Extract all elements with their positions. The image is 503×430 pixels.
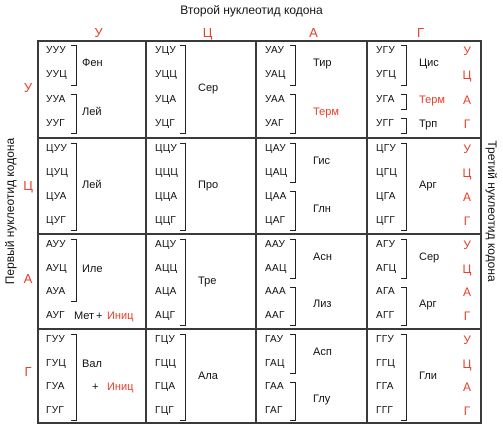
codon-text: АЦГ xyxy=(155,310,176,322)
row-header-c: Ц xyxy=(23,178,33,193)
third-nucleotide-marker: Г xyxy=(463,404,471,419)
codon-text: УУА xyxy=(46,93,66,105)
codon-group-bracket xyxy=(71,239,77,302)
codon-text: ЦУГ xyxy=(46,215,67,226)
codon-text: АГГ xyxy=(376,310,395,322)
codon-text: ЦГГ xyxy=(376,215,396,226)
amino-acid-label: Арг xyxy=(419,298,437,311)
codon-text: АЦЦ xyxy=(155,262,178,274)
codon-text: АУГ xyxy=(46,310,65,322)
codon-table-border xyxy=(37,40,482,424)
codon-text: ГГГ xyxy=(376,405,394,417)
amino-acid-label: Про xyxy=(198,179,219,191)
amino-acid-label: Асп xyxy=(313,345,332,358)
third-nucleotide-marker: Ц xyxy=(462,166,472,180)
codon-text: УЦГ xyxy=(155,117,176,129)
codon-text: ГЦА xyxy=(155,381,176,393)
amino-acid-label: Тир xyxy=(313,57,332,70)
amino-acid-label: Ала xyxy=(198,369,218,382)
codon-group-bracket xyxy=(71,45,77,86)
third-nucleotide-marker: Ц xyxy=(462,356,472,371)
codon-text: АУУ xyxy=(46,238,66,250)
codon-text: ГУГ xyxy=(46,405,65,417)
codon-text: УАА xyxy=(265,93,285,105)
third-nucleotide-marker: Г xyxy=(463,214,471,228)
amino-acid-label: Тре xyxy=(198,274,217,287)
column-header-u: У xyxy=(94,25,103,40)
amino-acid-label: Лей xyxy=(82,179,102,191)
column-divider xyxy=(145,40,147,424)
codon-group-bracket xyxy=(401,239,407,279)
codon-text: УЦА xyxy=(155,93,177,105)
codon-group-bracket xyxy=(401,287,407,327)
codon-group-bracket xyxy=(180,45,186,134)
codon-text: АУЦ xyxy=(46,262,67,274)
codon-text: ААУ xyxy=(265,238,286,250)
codon-text: ГАА xyxy=(265,381,284,393)
codon-text: ГЦУ xyxy=(155,333,176,345)
codon-text: УАУ xyxy=(265,45,285,57)
codon-text: УУУ xyxy=(46,45,66,57)
column-header-c: Ц xyxy=(202,25,213,40)
codon-group-bracket xyxy=(401,334,407,421)
third-nucleotide-marker: У xyxy=(463,237,471,252)
codon-text: ГУЦ xyxy=(46,357,67,369)
third-nucleotide-label: Третий нуклеотид кодона xyxy=(485,140,499,282)
column-header-a: А xyxy=(309,25,318,40)
amino-acid-label: Цис xyxy=(419,57,439,70)
third-nucleotide-marker: Г xyxy=(463,309,471,324)
codon-text: УГГ xyxy=(376,117,395,129)
codon-text: ГУА xyxy=(46,381,65,393)
amino-acid-label: Глу xyxy=(313,393,331,406)
codon-text: АУА xyxy=(46,286,66,298)
third-nucleotide-marker: У xyxy=(463,142,471,156)
codon-group-bracket xyxy=(290,143,296,183)
column-divider xyxy=(255,40,257,424)
stop-codon-label: Терм xyxy=(313,105,339,118)
codon-text: ГГА xyxy=(376,381,394,393)
codon-text: АГА xyxy=(376,286,395,298)
codon-group-bracket xyxy=(71,143,77,231)
amino-acid-label: Глн xyxy=(313,203,331,215)
codon-text: УГУ xyxy=(376,45,396,57)
codon-group-bracket xyxy=(401,45,407,86)
codon-group-bracket xyxy=(290,45,296,86)
third-nucleotide-marker: Ц xyxy=(462,261,472,276)
third-nucleotide-marker: А xyxy=(462,92,471,107)
codon-group-bracket xyxy=(290,287,296,327)
codon-text: УУГ xyxy=(46,117,66,129)
initiation-label: Иниц xyxy=(107,381,134,394)
codon-text: ЦГУ xyxy=(376,143,397,154)
codon-text: ГГЦ xyxy=(376,357,396,369)
initiation-label: Иниц xyxy=(107,310,134,323)
codon-group-bracket xyxy=(290,382,296,422)
codon-text: ЦАГ xyxy=(265,215,286,226)
codon-text: ЦЦА xyxy=(155,191,178,202)
codon-text: ГЦЦ xyxy=(155,357,177,369)
codon-group-bracket xyxy=(290,94,296,135)
row-header-u: У xyxy=(23,80,33,95)
third-nucleotide-marker: А xyxy=(462,380,471,395)
codon-text: АЦУ xyxy=(155,238,177,250)
plus-sign: + xyxy=(92,381,99,394)
column-divider xyxy=(366,40,368,424)
codon-text: ААЦ xyxy=(265,262,287,274)
codon-text: ЦАЦ xyxy=(265,167,288,178)
codon-group-bracket xyxy=(401,94,407,110)
third-nucleotide-marker: А xyxy=(462,190,471,204)
codon-text: ГАГ xyxy=(265,405,283,417)
row-header-g: Г xyxy=(24,364,32,379)
codon-group-bracket xyxy=(180,143,186,231)
codon-group-bracket xyxy=(180,334,186,421)
row-divider xyxy=(37,233,482,235)
codon-text: ЦАА xyxy=(265,191,287,202)
codon-group-bracket xyxy=(401,118,407,134)
codon-text: ГАУ xyxy=(265,333,284,345)
amino-acid-label: Сер xyxy=(198,81,219,94)
codon-text: АГЦ xyxy=(376,262,397,274)
codon-text: ГГУ xyxy=(376,333,395,345)
codon-text: ГАЦ xyxy=(265,357,285,369)
codon-text: ЦАУ xyxy=(265,143,286,154)
amino-acid-label: Сер xyxy=(419,250,440,263)
codon-text: УГЦ xyxy=(376,69,397,81)
third-nucleotide-marker: У xyxy=(463,332,471,347)
row-divider xyxy=(37,328,482,330)
codon-group-bracket xyxy=(290,334,296,374)
codon-group-bracket xyxy=(71,334,77,421)
codon-text: ЦУЦ xyxy=(46,167,69,178)
codon-text: ЦЦГ xyxy=(155,215,177,226)
amino-acid-label: Вал xyxy=(82,357,102,370)
plus-sign: + xyxy=(96,310,103,323)
amino-acid-label: Трп xyxy=(419,117,438,130)
amino-acid-label: Лей xyxy=(82,105,102,118)
codon-text: ЦГЦ xyxy=(376,167,398,178)
codon-text: УЦУ xyxy=(155,45,177,57)
codon-text: ЦУА xyxy=(46,191,67,202)
amino-acid-label: Арг xyxy=(419,179,437,191)
codon-text: УУЦ xyxy=(46,69,68,81)
amino-acid-label: Фен xyxy=(82,57,103,70)
amino-acid-label: Гли xyxy=(419,369,437,382)
codon-text: ЦЦЦ xyxy=(155,167,179,178)
amino-acid-label: Гис xyxy=(313,155,330,167)
first-nucleotide-label: Первый нуклеотид кодона xyxy=(3,137,17,285)
codon-group-bracket xyxy=(71,94,77,135)
third-nucleotide-marker: Г xyxy=(463,116,471,131)
codon-text: ГУУ xyxy=(46,333,66,345)
stop-codon-label: Терм xyxy=(419,93,445,106)
row-header-a: А xyxy=(23,271,33,286)
second-nucleotide-title: Второй нуклеотид кодона xyxy=(180,3,323,17)
third-nucleotide-marker: А xyxy=(462,285,471,300)
codon-group-bracket xyxy=(290,191,296,231)
codon-text: ЦГА xyxy=(376,191,396,202)
codon-text: ААГ xyxy=(265,310,285,322)
amino-acid-label: Иле xyxy=(82,262,103,275)
codon-text: АГУ xyxy=(376,238,396,250)
codon-text: УГА xyxy=(376,93,395,105)
column-header-g: Г xyxy=(416,25,425,40)
amino-acid-label: Асн xyxy=(313,250,332,263)
codon-group-bracket xyxy=(401,143,407,231)
codon-text: УАГ xyxy=(265,117,284,129)
third-nucleotide-marker: Ц xyxy=(462,68,472,83)
codon-group-bracket xyxy=(180,239,186,326)
codon-table xyxy=(37,40,482,424)
codon-text: ГЦГ xyxy=(155,405,175,417)
codon-text: ААА xyxy=(265,286,286,298)
codon-text: ЦЦУ xyxy=(155,143,178,154)
codon-group-bracket xyxy=(290,239,296,279)
codon-text: ЦУУ xyxy=(46,143,68,154)
row-divider xyxy=(37,137,482,139)
codon-text: АЦА xyxy=(155,286,177,298)
third-nucleotide-marker: У xyxy=(463,44,471,59)
amino-acid-label: Мет xyxy=(74,310,95,323)
amino-acid-label: Лиз xyxy=(313,298,332,311)
codon-text: УЦЦ xyxy=(155,69,178,81)
codon-text: УАЦ xyxy=(265,69,286,81)
